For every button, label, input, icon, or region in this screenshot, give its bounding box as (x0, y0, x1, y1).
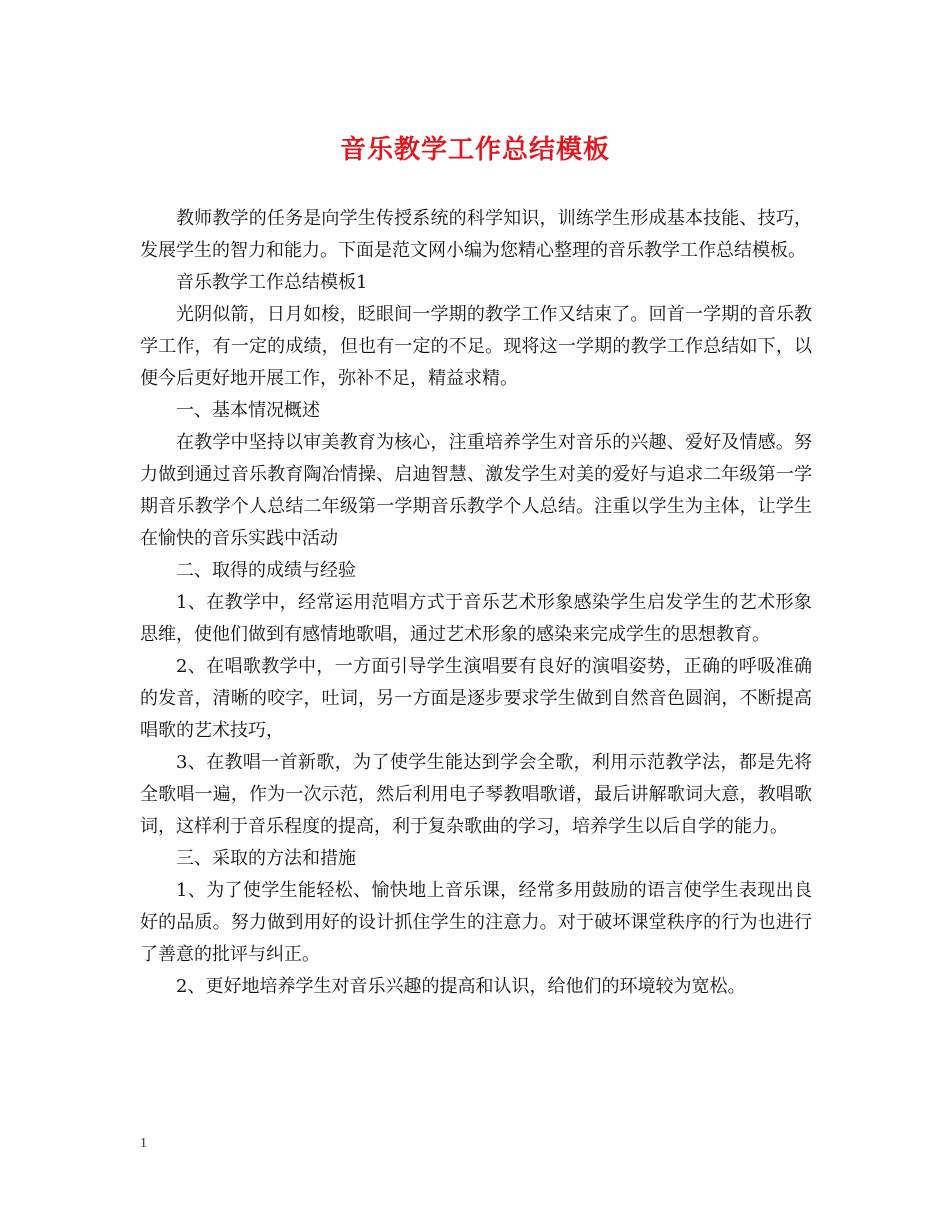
page-number: 1 (140, 1136, 147, 1151)
paragraph-achievement-2: 2、在唱歌教学中，一方面引导学生演唱要有良好的演唱姿势，正确的呼吸准确的发音，清晰的咬字，吐词，另一方面是逐步要求学生做到自然音色圆润，不断提高唱歌的艺术技巧， (140, 656, 812, 741)
paragraph-method-1: 1、为了使学生能轻松、愉快地上音乐课，经常多用鼓励的语言使学生表现出良好的品质。努力做到用好的设计抓住学生的注意力。对于破坏课堂秩序的行为也进行了善意的批评与纠正。 (140, 880, 812, 965)
paragraph-method-2: 2、更好地培养学生对音乐兴趣的提高和认识，给他们的环境较为宽松。 (176, 976, 746, 997)
section-heading-template-1: 音乐教学工作总结模板1 (176, 272, 368, 293)
section-heading-methods: 三、采取的方法和措施 (176, 848, 356, 869)
paragraph-overview: 在教学中坚持以审美教育为核心，注重培养学生对音乐的兴趣、爱好及情感。努力做到通过音乐教育陶冶情操、启迪智慧、激发学生对美的爱好与追求二年级第一学期音乐教学个人总结二年级第一学期音乐教学个人总结。注重以学生为主体，让学生在愉快的音乐实践中活动 (140, 432, 812, 549)
paragraph-achievement-3: 3、在教唱一首新歌，为了使学生能达到学会全歌，利用示范教学法，都是先将全歌唱一遍，作为一次示范，然后利用电子琴教唱歌谱，最后讲解歌词大意，教唱歌词，这样利于音乐程度的提高，利于复杂歌曲的学习，培养学生以后自学的能力。 (140, 752, 812, 837)
paragraph-achievement-1: 1、在教学中，经常运用范唱方式于音乐艺术形象感染学生启发学生的艺术形象思维，使他们做到有感情地歌唱，通过艺术形象的感染来完成学生的思想教育。 (140, 592, 812, 645)
paragraph-opening: 光阴似箭，日月如梭，眨眼间一学期的教学工作又结束了。回首一学期的音乐教学工作，有一定的成绩，但也有一定的不足。现将这一学期的教学工作总结如下，以便今后更好地开展工作，弥补不足，精益求精。 (140, 304, 812, 389)
paragraph-intro: 教师教学的任务是向学生传授系统的科学知识，训练学生形成基本技能、技巧，发展学生的智力和能力。下面是范文网小编为您精心整理的音乐教学工作总结模板。 (140, 208, 812, 261)
document-body (140, 203, 812, 1003)
section-heading-overview: 一、基本情况概述 (176, 400, 320, 421)
document-title: 音乐教学工作总结模板 (339, 135, 610, 165)
section-heading-achievements: 二、取得的成绩与经验 (176, 560, 356, 581)
